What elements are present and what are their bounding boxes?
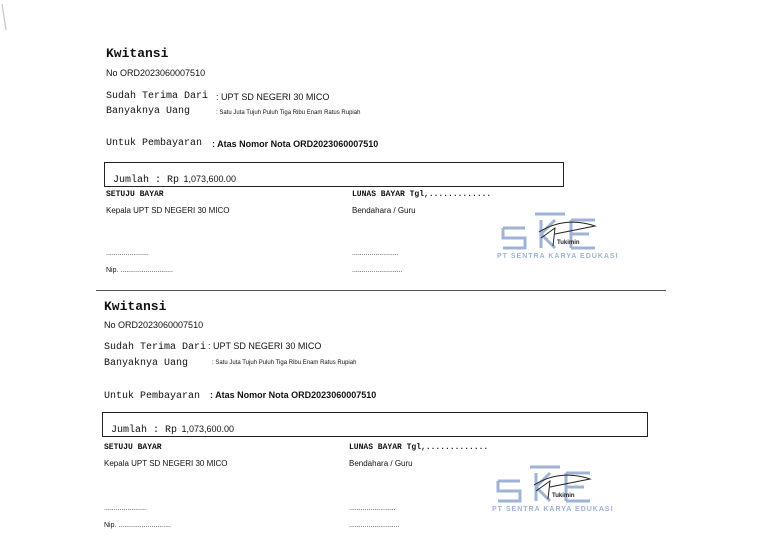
received-from-label: Sudah Terima Dari bbox=[106, 91, 209, 102]
nip-label: Nip. ........................... bbox=[106, 267, 173, 274]
treasurer-label: Bendahara / Guru bbox=[349, 459, 413, 468]
amount-words-label: Banyaknya Uang bbox=[106, 106, 191, 117]
name-line-right: .......................... bbox=[352, 267, 403, 274]
payment-for-value: : Atas Nomor Nota ORD2023060007510 bbox=[212, 139, 379, 149]
signature-line-right: ........................ bbox=[352, 250, 399, 257]
nip-label: Nip. ........................... bbox=[104, 522, 171, 529]
approve-label: SETUJU BAYAR bbox=[104, 443, 162, 452]
total-value: 1,073,600.00 bbox=[183, 174, 237, 184]
signature-line-left: ...................... bbox=[104, 505, 147, 512]
payment-for-label: Untuk Pembayaran bbox=[104, 391, 201, 402]
received-from-value: : UPT SD NEGERI 30 MICO bbox=[216, 92, 330, 102]
receipt-divider bbox=[96, 290, 666, 291]
stamp-signer: Tukimin bbox=[552, 493, 575, 499]
payment-for-value: : Atas Nomor Nota ORD2023060007510 bbox=[210, 390, 377, 400]
receipt-title: Kwitansi bbox=[104, 299, 167, 314]
total-label: Jumlah : Rp bbox=[111, 425, 178, 436]
total-box bbox=[102, 412, 648, 437]
approve-label: SETUJU BAYAR bbox=[106, 190, 164, 199]
receipt-number: No ORD2023060007510 bbox=[106, 68, 206, 78]
total-amount bbox=[113, 169, 236, 187]
total-amount bbox=[111, 419, 234, 437]
stamp-watermark: PT SENTRA KARYA EDUKASI bbox=[492, 506, 614, 513]
amount-words-value: : Satu Juta Tujuh Puluh Tiga Ribu Enam Ratus Rupiah bbox=[212, 360, 357, 366]
payment-for-label: Untuk Pembayaran bbox=[106, 138, 203, 149]
receipt-title: Kwitansi bbox=[106, 46, 169, 61]
approver-name: Kepala UPT SD NEGERI 30 MICO bbox=[106, 206, 230, 215]
received-from-value: : UPT SD NEGERI 30 MICO bbox=[208, 341, 322, 351]
name-line-right: .......................... bbox=[349, 522, 400, 529]
signature-line-left: ...................... bbox=[106, 250, 149, 257]
company-stamp bbox=[495, 210, 625, 260]
approver-name: Kepala UPT SD NEGERI 30 MICO bbox=[104, 459, 228, 468]
amount-words-value: : Satu Juta Tujuh Puluh Tiga Ribu Enam Ratus Rupiah bbox=[216, 110, 361, 116]
signature-line-right: ........................ bbox=[349, 505, 396, 512]
stamp-signer: Tukimin bbox=[557, 240, 580, 246]
stamp-watermark: PT SENTRA KARYA EDUKASI bbox=[497, 253, 619, 260]
total-label: Jumlah : Rp bbox=[113, 175, 180, 186]
treasurer-label: Bendahara / Guru bbox=[352, 206, 416, 215]
scan-artifact bbox=[0, 0, 60, 40]
total-box bbox=[104, 162, 564, 187]
received-from-label: Sudah Terima Dari bbox=[104, 342, 207, 353]
paid-date-label: LUNAS BAYAR Tgl,............. bbox=[352, 190, 492, 199]
receipt-number: No ORD2023060007510 bbox=[104, 320, 204, 330]
company-stamp bbox=[490, 463, 620, 513]
paid-date-label: LUNAS BAYAR Tgl,............. bbox=[349, 443, 489, 452]
amount-words-label: Banyaknya Uang bbox=[104, 358, 189, 369]
total-value: 1,073,600.00 bbox=[181, 424, 235, 434]
